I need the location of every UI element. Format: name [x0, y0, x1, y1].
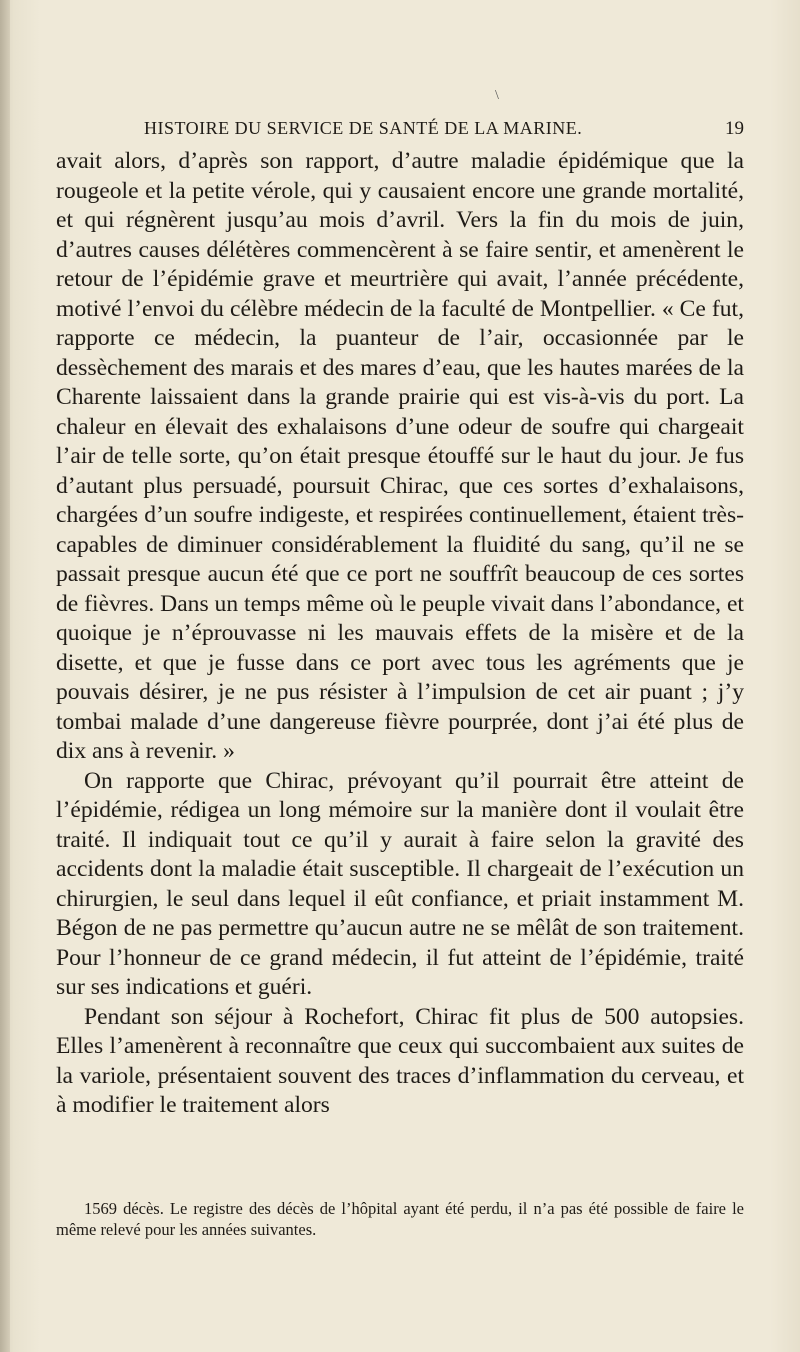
running-head: HISTOIRE DU SERVICE DE SANTÉ DE LA MARINE. [144, 118, 583, 138]
page-header [56, 118, 744, 142]
footnote: 1569 décès. Le registre des décès de l’hôpital ayant été perdu, il n’a pas été possible de faire le même relevé pour les années suivantes. [56, 1199, 744, 1239]
body-text [56, 147, 744, 1121]
paragraph-2: On rapporte que Chirac, prévoyant qu’il pourrait être atteint de l’épidémie, rédigea un long mémoire sur la manière dont il voulait être traité. Il indiquait tout ce qu’il y aurait à faire selon la gravité des accidents dont la maladie était susceptible. Il chargeait de l’exécution un chirurgien, le seul dans lequel il eût confiance, et priait instamment M. Bégon de ne pas permettre qu’aucun autre ne se mêlât de son traitement. Pour l’honneur de ce grand médecin, il fut atteint de l’épidémie, traité sur ses indications et guéri. [56, 767, 744, 1000]
book-spine-shadow [0, 0, 10, 1352]
stray-ink-mark: \ [495, 88, 499, 103]
paragraph-1: avait alors, d’après son rapport, d’autre maladie épidémique que la rougeole et la petite vérole, qui y causaient encore une grande mortalité, et qui régnèrent jusqu’au mois d’avril. Vers la fin du mois de juin, d’autres causes délétères commencèrent à se faire sentir, et amenèrent le retour de l’épidémie grave et meurtrière qui avait, l’année précédente, motivé l’envoi du célèbre médecin de la faculté de Montpellier. « Ce fut, rapporte ce médecin, la puanteur de l’air, occasionnée par le dessèchement des marais et des mares d’eau, que les hautes marées de la Charente laissaient dans la grande prairie qui est vis-à-vis du port. La chaleur en élevait des exhalaisons d’une odeur de soufre qui chargeait l’air de telle sorte, qu’on était presque étouffé sur le haut du jour. Je fus d’autant plus persuadé, poursuit Chirac, que ces sortes d’exhalaisons, chargées d’un soufre indigeste, et respirées continuellement, étaient très-capables de diminuer considérablement la fluidité du sang, qu’il ne se passait presque aucun été que ce port ne souffrît beaucoup de ces sortes de fièvres. Dans un temps même où le peuple vivait dans l’abondance, et quoique je n’éprouvasse ni les mauvais effets de la misère et de la disette, et que je fusse dans ce port avec tous les agréments que je pouvais désirer, je ne pus résister à l’impulsion de cet air puant ; j’y tombai malade d’une dangereuse fièvre pourprée, dont j’ai été plus de dix ans à revenir. » [56, 148, 744, 764]
paragraph-3: Pendant son séjour à Rochefort, Chirac fit plus de 500 autopsies. Elles l’amenèrent à reconnaître que ceux qui succombaient aux suites de la variole, présentaient souvent des traces d’inflammation du cerveau, et à modifier le traitement alors [56, 1003, 744, 1118]
page-number: 19 [725, 118, 744, 139]
